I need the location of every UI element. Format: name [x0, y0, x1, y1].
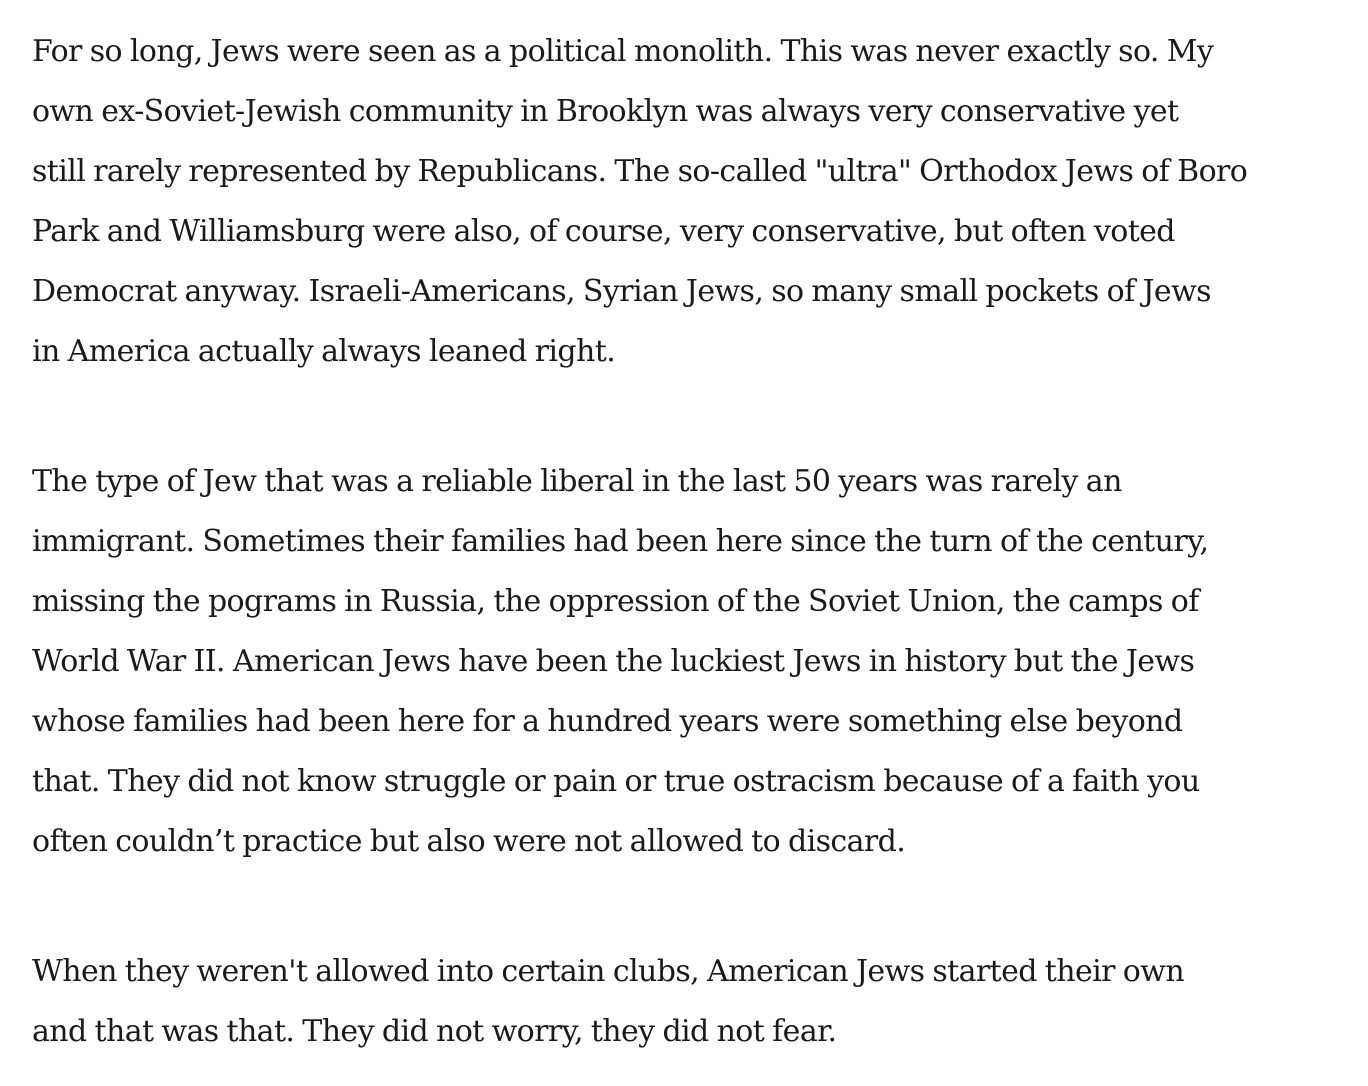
paragraph-1 [32, 22, 1332, 382]
paragraph-line: immigrant. Sometimes their families had been here since the turn of the century, [32, 524, 1209, 559]
paragraph-line: that. They did not know struggle or pain or true ostracism because of a faith you [32, 764, 1200, 799]
article-body [32, 22, 1332, 1062]
paragraph-line: in America actually always leaned right. [32, 334, 616, 369]
paragraph-line: whose families had been here for a hundred years were something else beyond [32, 704, 1183, 739]
paragraph-line: own ex-Soviet-Jewish community in Brooklyn was always very conservative yet [32, 94, 1179, 129]
paragraph-3 [32, 942, 1332, 1062]
paragraph-line: World War II. American Jews have been the luckiest Jews in history but the Jews [32, 644, 1195, 679]
paragraph-line: When they weren't allowed into certain clubs, American Jews started their own [32, 954, 1185, 989]
paragraph-line: The type of Jew that was a reliable liberal in the last 50 years was rarely an [32, 464, 1122, 499]
paragraph-2 [32, 452, 1332, 872]
paragraph-line: Park and Williamsburg were also, of course, very conservative, but often voted [32, 214, 1175, 249]
paragraph-line: often couldn’t practice but also were not allowed to discard. [32, 824, 906, 859]
paragraph-line: still rarely represented by Republicans. The so-called "ultra" Orthodox Jews of Boro [32, 154, 1248, 189]
paragraph-line: and that was that. They did not worry, they did not fear. [32, 1014, 837, 1049]
paragraph-line: For so long, Jews were seen as a political monolith. This was never exactly so. My [32, 34, 1214, 69]
paragraph-line: missing the pograms in Russia, the oppression of the Soviet Union, the camps of [32, 584, 1199, 619]
paragraph-line: Democrat anyway. Israeli-Americans, Syrian Jews, so many small pockets of Jews [32, 274, 1211, 309]
